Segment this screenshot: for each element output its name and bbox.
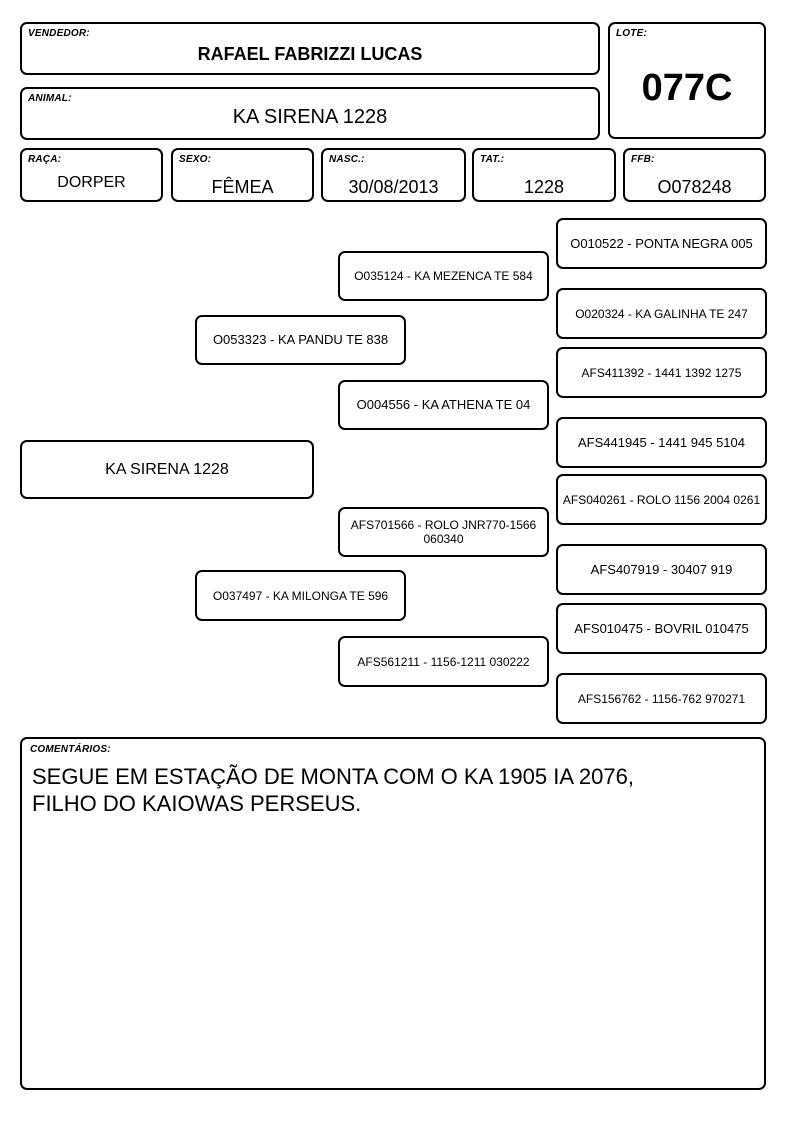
tat-label: TAT.: bbox=[480, 154, 505, 165]
lote-label: LOTE: bbox=[616, 28, 647, 39]
tat-value: 1228 bbox=[523, 177, 565, 197]
pedigree-dam-sire: AFS701566 - ROLO JNR770-1566 060340 bbox=[338, 507, 549, 557]
pedigree-sire: O053323 - KA PANDU TE 838 bbox=[195, 315, 406, 365]
pedigree-g3: AFS156762 - 1156-762 970271 bbox=[556, 673, 767, 724]
vendedor-value: RAFAEL FABRIZZI LUCAS bbox=[197, 44, 423, 64]
sexo-label: SEXO: bbox=[179, 154, 212, 165]
comments-text: SEGUE EM ESTAÇÃO DE MONTA COM O KA 1905 IA 2076, FILHO DO KAIOWAS PERSEUS. bbox=[32, 764, 634, 816]
pedigree-dam-dam: AFS561211 - 1156-1211 030222 bbox=[338, 636, 549, 687]
tat-box bbox=[472, 148, 616, 202]
pedigree-sire-dam: O004556 - KA ATHENA TE 04 bbox=[338, 380, 549, 430]
sexo-box bbox=[171, 148, 314, 202]
nasc-value: 30/08/2013 bbox=[348, 177, 439, 197]
pedigree-g3: AFS040261 - ROLO 1156 2004 0261 bbox=[556, 474, 767, 525]
pedigree-g3: AFS441945 - 1441 945 5104 bbox=[556, 417, 767, 468]
pedigree-g3: AFS407919 - 30407 919 bbox=[556, 544, 767, 595]
animal-value: KA SIRENA 1228 bbox=[232, 106, 388, 128]
pedigree-g3: O010522 - PONTA NEGRA 005 bbox=[556, 218, 767, 269]
sexo-value: FÊMEA bbox=[211, 177, 274, 197]
vendedor-label: VENDEDOR: bbox=[28, 28, 90, 39]
lote-box bbox=[608, 22, 766, 139]
ffb-label: FFB: bbox=[631, 154, 655, 165]
raca-label: RAÇA: bbox=[28, 154, 62, 165]
pedigree-sire-sire: O035124 - KA MEZENCA TE 584 bbox=[338, 251, 549, 301]
pedigree-g3: AFS411392 - 1441 1392 1275 bbox=[556, 347, 767, 398]
nasc-box bbox=[321, 148, 466, 202]
pedigree-dam: O037497 - KA MILONGA TE 596 bbox=[195, 570, 406, 621]
animal-box bbox=[20, 87, 600, 140]
lote-value: 077C bbox=[641, 67, 733, 109]
pedigree-g3: AFS010475 - BOVRIL 010475 bbox=[556, 603, 767, 654]
raca-value: DORPER bbox=[57, 174, 126, 191]
pedigree-g3: O020324 - KA GALINHA TE 247 bbox=[556, 288, 767, 339]
ffb-box bbox=[623, 148, 766, 202]
nasc-label: NASC.: bbox=[329, 154, 365, 165]
comments-label: COMENTÁRIOS: bbox=[30, 744, 111, 755]
raca-box bbox=[20, 148, 163, 202]
pedigree-animal: KA SIRENA 1228 bbox=[20, 440, 314, 499]
animal-label: ANIMAL: bbox=[28, 93, 72, 104]
vendedor-box bbox=[20, 22, 600, 75]
comments-box bbox=[20, 737, 766, 1090]
ffb-value: O078248 bbox=[657, 177, 732, 197]
